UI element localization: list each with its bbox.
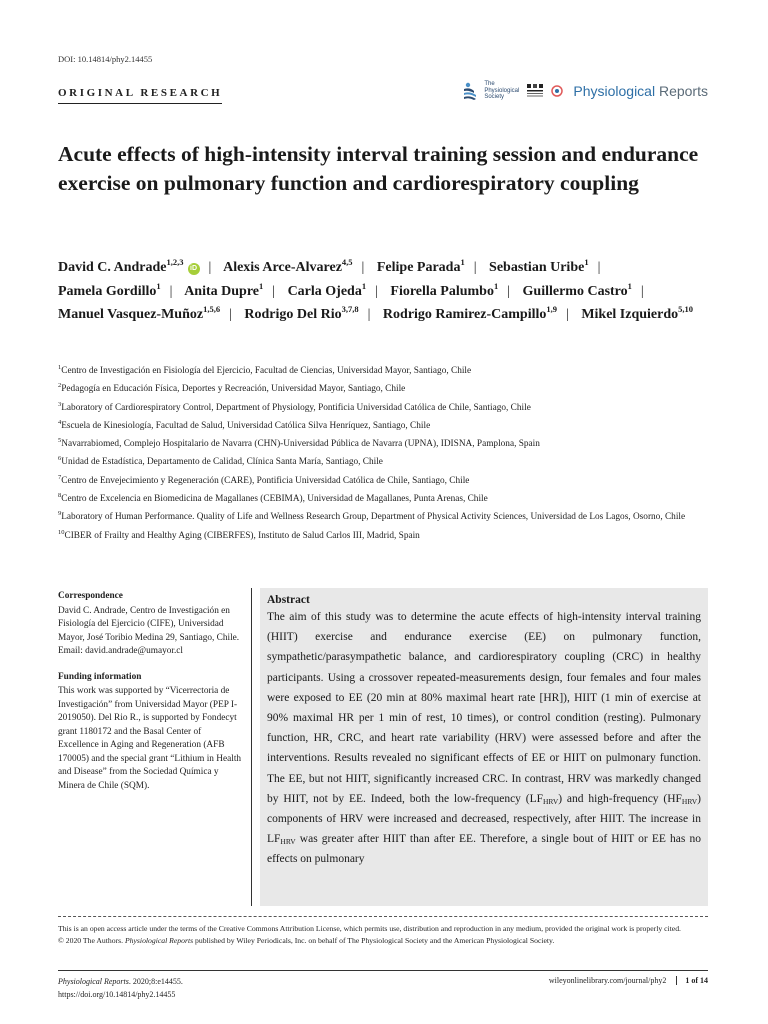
license-text: This is an open access article under the terms of the Creative Commons Attribution License, which permits use, distribution and reproduction in any medium, provided the original work is properly cited.	[58, 924, 681, 933]
author-affiliation-marker: 1	[493, 280, 499, 291]
author-name: Rodrigo Del Rio	[244, 307, 342, 322]
author-affiliation-marker: 3,7,8	[341, 304, 359, 314]
affiliation-item	[58, 472, 718, 490]
author-entry	[287, 280, 367, 299]
author-separator: |	[473, 260, 477, 275]
footer-right	[549, 976, 708, 985]
correspondence-email[interactable]: Email: david.andrade@umayor.cl	[58, 646, 183, 656]
page-number: 1 of 14	[676, 976, 708, 985]
author-entry	[223, 257, 353, 275]
author-name: Carla Ojeda	[287, 283, 362, 299]
author-entry	[382, 304, 557, 322]
author-entry	[581, 304, 694, 322]
author-entry	[58, 304, 221, 322]
affiliation-text: Centro de Investigación en Fisiología del Ejercicio, Facultad de Ciencias, Universidad Mayor, Santiago, Chile	[61, 366, 472, 376]
footer-divider	[58, 970, 708, 971]
affiliation-number: 7	[58, 473, 62, 481]
affiliation-number: 10	[58, 528, 65, 536]
author-name: Fiorella Palumbo	[390, 283, 494, 299]
affiliation-number: 1	[58, 364, 62, 371]
author-affiliation-marker: 1	[361, 280, 367, 291]
doi-line: DOI: 10.14814/phy2.14455	[58, 54, 153, 64]
journal-logos	[462, 78, 708, 104]
author-name: Mikel Izquierdo	[581, 307, 679, 322]
author-separator: |	[375, 283, 378, 299]
author-affiliation-marker: 5,10	[678, 304, 694, 314]
author-affiliation-marker: 1	[460, 257, 465, 267]
author-entry	[58, 280, 161, 299]
affiliation-text: Laboratory of Human Performance. Quality of Life and Wellness Research Group, Department of Physical Activity Sciences, Universidad de Los Lagos, Osorno, Chile	[61, 512, 686, 523]
affiliation-number: 5	[58, 437, 62, 445]
affiliation-item	[58, 435, 718, 453]
funding-block	[58, 671, 243, 794]
author-entry	[376, 257, 465, 275]
author-separator: |	[507, 283, 511, 299]
correspondence-block	[58, 590, 243, 659]
abstract-box	[260, 588, 708, 906]
author-entry	[489, 257, 589, 275]
article-info-sidebar	[58, 590, 243, 793]
funding-body: This work was supported by “Vicerrectoria de Investigación” from Universidad Mayor (PEP I-2019050). Del Rio R., is supported by Fondecyt grant 1180172 and the Basal Center of Excellence in Aging and Regeneration (AFB 170005) and the special grant “Lithium in Health and Disease” from the Sociedad Química y Minera de Chile (SQM).	[58, 686, 242, 791]
abstract-text: The aim of this study was to determine the acute effects of high-intensity interval training (HIIT) exercise and endurance exercise (EE) on pulmonary function, sympathetic/parasympathetic balance, and cardiorespiratory coupling (CRC) in healthy participants. Using a crossover repeated-measurements design, four females and four males were exposed to EE (20 min at 80% maximal heart rate [HR]), HIIT (1 min of exercise at 90% maximal HR per 1 min of rest, 10 times), or control condition (resting). Pulmonary function, HR, CRC, and heart rate variability (HRV) were assessed before and after the interventions. Results revealed no significant effects of EE or HIIT on pulmonary function. The EE, but not HIIT, significantly increased CRC. In contrast, HRV was markedly changed by HIIT, not by EE. Indeed, both the low-frequency $(LF_{HRV})$ and high-frequency $(HF_{HRV})$ components of HRV were increased and decreased, respectively, after HIIT. The increase in $LF_{HRV}$ was greater after HIIT than after EE. Therefore, a single bout of HIIT or EE has no effects on pulmonary	[267, 611, 701, 866]
copyright-line: © 2020 The Authors. Physiological Reports published by Wiley Periodicals, Inc. on behalf of The Physiological Society and the American Physiological Society.	[58, 936, 555, 945]
author-name: Sebastian Uribe	[489, 260, 585, 275]
affiliation-text: Centro de Excelencia en Biomedicina de Magallanes (CEBIMA), Universidad de Magallanes, Punta Arenas, Chile	[61, 494, 488, 505]
author-separator: |	[566, 307, 569, 322]
abstract-heading: Abstract	[267, 594, 310, 606]
column-divider	[251, 588, 252, 906]
affiliation-list	[58, 362, 718, 545]
author-separator: |	[640, 283, 644, 299]
affiliation-text: Navarrabiomed, Complejo Hospitalario de Navarra (CHN)-Universidad Pública de Navarra (UPNA), IDISNA, Pamplona, Spain	[61, 439, 540, 450]
orcid-icon[interactable]: iD	[188, 263, 200, 275]
affiliation-text: Centro de Envejecimiento y Regeneración (CARE), Pontificia Universidad Católica de Chile, Santiago, Chile	[61, 475, 470, 486]
author-affiliation-marker: 1,9	[546, 304, 557, 314]
journal-name: Physiological Reports	[573, 83, 708, 99]
footer-doi-link[interactable]: https://doi.org/10.14814/phy2.14455	[58, 989, 176, 999]
correspondence-heading: Correspondence	[58, 591, 123, 601]
affiliation-item	[58, 362, 718, 380]
journal-mark-icon	[551, 85, 563, 97]
author-name: Pamela Gordillo	[58, 283, 157, 299]
footer-site-link[interactable]: wileyonlinelibrary.com/journal/phy2	[548, 976, 667, 985]
author-affiliation-marker: 1	[156, 280, 161, 291]
author-separator: |	[229, 307, 232, 322]
license-notice	[58, 923, 708, 947]
affiliation-text: Escuela de Kinesiología, Facultad de Salud, Universidad Católica Silva Henríquez, Santiago, Chile	[61, 420, 431, 431]
affiliation-text: Unidad de Estadística, Departamento de Calidad, Clínica Santa María, Santiago, Chile	[61, 457, 383, 468]
author-affiliation-marker: 4,5	[341, 257, 353, 267]
author-separator: |	[208, 260, 212, 275]
author-entry	[390, 280, 499, 299]
physiological-society-logo-icon	[462, 81, 478, 101]
author-name: Alexis Arce-Alvarez	[223, 260, 342, 275]
affiliation-text: CIBER of Frailty and Healthy Aging (CIBERFES), Instituto de Salud Carlos III, Madrid, Spain	[64, 530, 420, 541]
author-name: Guillermo Castro	[522, 283, 628, 299]
funding-heading: Funding information	[58, 671, 142, 682]
correspondence-body: David C. Andrade, Centro de Investigación en Fisiología del Ejercicio (CIFE), Universidad Mayor, José Toribio Medina 29, Santiago, Chile.	[58, 605, 240, 643]
author-entry	[184, 280, 264, 299]
author-affiliation-marker: 1	[259, 280, 264, 291]
affiliation-text: Pedagogía en Educación Física, Deportes y Recreación, Universidad Mayor, Santiago, Chile	[61, 384, 406, 395]
author-separator: |	[361, 260, 365, 275]
affiliation-number: 4	[58, 418, 62, 426]
author-entry	[244, 304, 359, 322]
author-affiliation-marker: 1	[627, 280, 632, 291]
author-name: David C. Andrade	[58, 260, 167, 275]
affiliation-item	[58, 508, 718, 526]
footer-journal: Physiological Reports	[58, 977, 129, 986]
author-affiliation-marker: 1	[584, 257, 589, 267]
affiliation-item	[58, 453, 718, 471]
author-entry	[522, 280, 632, 299]
author-name: Manuel Vasquez-Muñoz	[58, 307, 204, 322]
article-title: Acute effects of high-intensity interval training session and endurance exercise on pulmonary function and cardiorespiratory coupling	[58, 142, 699, 195]
author-name: Rodrigo Ramirez-Campillo	[382, 307, 547, 322]
affiliation-item	[58, 380, 718, 398]
physiological-society-name: The Physiological Society	[484, 81, 520, 101]
author-affiliation-marker: 1,2,3	[166, 257, 184, 267]
affiliation-number: 8	[58, 492, 62, 500]
author-list	[58, 256, 718, 327]
author-name: Anita Dupre	[184, 283, 259, 299]
author-affiliation-marker: 1,5,6	[203, 304, 221, 314]
affiliation-item	[58, 399, 718, 417]
affiliation-number: 6	[58, 455, 62, 463]
author-separator: |	[169, 283, 173, 299]
affiliation-text: Laboratory of Cardiorespiratory Control, Department of Physiology, Pontificia Universidad Católica de Chile, Santiago, Chile	[61, 402, 531, 413]
author-separator: |	[597, 260, 601, 275]
affiliation-number: 3	[58, 400, 62, 408]
footer-citation: Physiological Reports. 2020;8:e14455. https://doi.org/10.14814/phy2.14455	[58, 976, 183, 1001]
author-separator: |	[367, 307, 371, 322]
affiliation-item	[58, 417, 718, 435]
affiliation-item	[58, 490, 718, 508]
license-divider	[58, 916, 708, 917]
affiliation-number: 9	[58, 510, 62, 518]
affiliation-number: 2	[58, 382, 62, 390]
affiliation-item	[58, 527, 718, 545]
author-entry	[58, 257, 200, 275]
aps-logo-icon	[525, 82, 545, 100]
article-type-label: ORIGINAL RESEARCH	[58, 87, 222, 104]
author-separator: |	[272, 283, 276, 299]
author-name: Felipe Parada	[376, 260, 461, 275]
